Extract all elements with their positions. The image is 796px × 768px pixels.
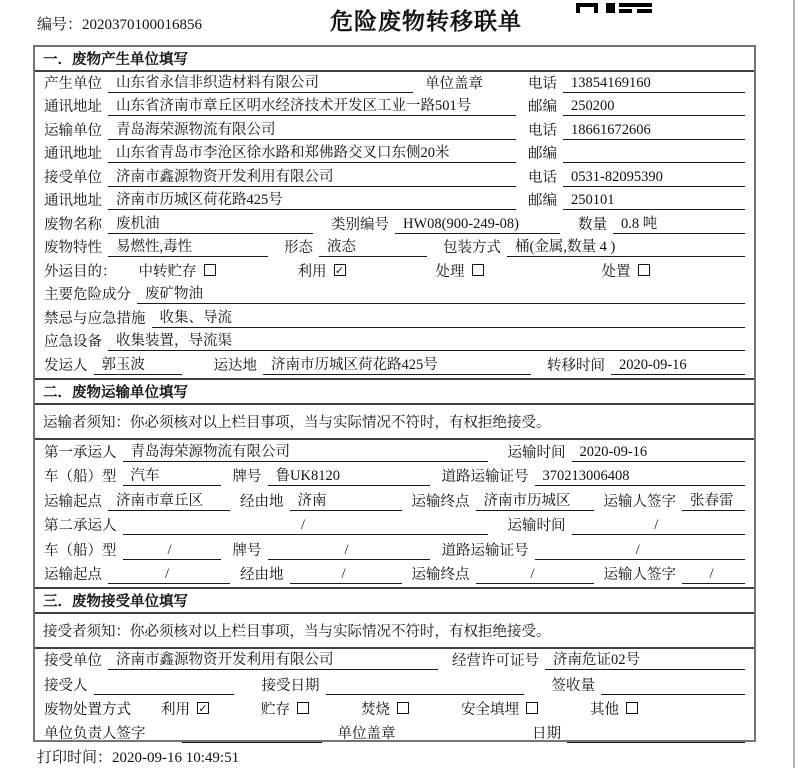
packing-label: 包装方式 [443, 240, 501, 257]
transporter-unit-value: 青岛海荣源物流有限公司 [108, 118, 516, 140]
emergency-measures-value: 收集、导流 [152, 306, 746, 328]
producer-address-label: 通讯地址 [44, 99, 102, 116]
disposal-option [261, 698, 309, 719]
vehicle-type-value: / [123, 542, 221, 560]
section2-heading: 二．废物运输单位填写 [35, 378, 754, 405]
emergency-equipment-label: 应急设备 [44, 334, 102, 351]
origin-value: / [108, 566, 230, 584]
section1-heading: 一．废物产生单位填写 [35, 47, 754, 72]
zip-label: 邮编 [528, 146, 557, 163]
carrier-signature-label: 运输人签字 [603, 493, 676, 510]
accept-date-value [326, 694, 524, 695]
purpose-option [436, 260, 484, 281]
checkmark: ✓ [198, 701, 208, 715]
option-label: 安全填埋 [461, 701, 519, 718]
form-row [44, 213, 745, 237]
vehicle-type-label: 车（船）型 [44, 542, 117, 559]
disposal-method-label: 废物处置方式 [44, 701, 131, 718]
plate-number-label: 牌号 [232, 469, 262, 485]
date-value [567, 742, 745, 743]
destination-label: 运达地 [213, 357, 257, 374]
quantity-value: 0.8 吨 [613, 212, 745, 234]
producer-zip-value: 250200 [563, 98, 745, 116]
form-row [44, 440, 745, 465]
license-number-value: 济南危证02号 [545, 648, 745, 670]
transfer-time-value: 2020-09-16 [611, 357, 745, 375]
checkbox-icon [472, 264, 484, 276]
receiver-phone-value: 0531-82095390 [563, 169, 745, 187]
road-permit-label: 道路运输证号 [441, 469, 529, 485]
quantity-label: 数量 [578, 216, 607, 233]
receiver-unit-value: 济南市鑫源物资开发利用有限公司 [108, 165, 516, 187]
serial-number [37, 13, 202, 34]
acceptor-value [94, 694, 234, 695]
checkbox-icon [204, 264, 216, 276]
receiver-unit-label: 接受单位 [44, 169, 102, 186]
form-row [44, 514, 745, 539]
purpose-option [602, 260, 650, 281]
checkbox-icon [297, 702, 309, 714]
checkbox-icon [626, 702, 638, 714]
form-row [44, 96, 745, 120]
endpoint-value: 济南市历城区 [476, 489, 594, 511]
first-carrier-value: 青岛海荣源物流有限公司 [123, 440, 488, 462]
acceptor-label: 接受人 [44, 677, 88, 694]
form-row [44, 143, 745, 167]
endpoint-label: 运输终点 [411, 493, 470, 510]
disposal-option [461, 698, 538, 719]
form-row [44, 722, 745, 746]
zip-label: 邮编 [528, 99, 557, 116]
transport-time-label: 运输时间 [507, 444, 566, 461]
accept-date-label: 接受日期 [261, 677, 320, 694]
form-row [44, 166, 745, 190]
date-label: 日期 [532, 726, 561, 742]
option-label: 处置 [601, 263, 631, 280]
carrier-signature-value: / [682, 566, 745, 584]
category-code-value: HW08(900-249-08) [395, 216, 560, 234]
section3-heading: 三．废物接受单位填写 [35, 587, 754, 614]
disposal-row [44, 698, 745, 722]
road-permit-value: / [535, 542, 746, 560]
form-row [44, 489, 745, 514]
form-state-label: 形态 [284, 240, 313, 257]
print-time-value: 2020-09-16 10:49:51 [112, 750, 240, 766]
zip-label: 邮编 [528, 193, 557, 210]
carrier-signature-value: 张春雷 [682, 489, 745, 511]
plate-number-label: 牌号 [232, 542, 262, 559]
transport-time-label: 运输时间 [507, 518, 566, 534]
checkmark: ✓ [334, 263, 345, 277]
page-title: 危险废物转移联单 [330, 9, 522, 34]
form-row [44, 563, 745, 588]
page-edge-divider [793, 0, 795, 768]
disposal-option [590, 698, 638, 719]
serial-label: 编号： [37, 17, 83, 33]
purpose-row [44, 260, 745, 284]
option-label: 处理 [435, 263, 465, 280]
option-label: 其他 [590, 701, 619, 718]
plate-number-value: 鲁UK8120 [268, 464, 430, 486]
accepting-unit-label: 接受单位 [44, 653, 102, 670]
producer-address-value: 山东省济南市章丘区明水经济技术开发区工业一路501号 [108, 94, 516, 116]
via-value: 济南 [290, 489, 402, 511]
print-time [37, 746, 239, 767]
origin-value: 济南市章丘区 [108, 489, 230, 511]
endpoint-value: / [476, 566, 594, 584]
form-row [44, 331, 745, 355]
emergency-equipment-value: 收集装置，导流渠 [108, 329, 745, 351]
shipper-value: 郭玉波 [94, 353, 182, 375]
checkbox-checked-icon [197, 702, 209, 714]
receiver-address-value: 济南市历城区荷花路425号 [108, 188, 516, 210]
form-row [44, 307, 745, 331]
disposal-option [161, 698, 209, 719]
waste-character-value: 易燃性,毒性 [108, 235, 268, 257]
checkbox-icon [526, 702, 538, 714]
purpose-option [298, 260, 346, 281]
transfer-time-label: 转移时间 [547, 357, 605, 374]
endpoint-label: 运输终点 [411, 567, 470, 583]
via-label: 经由地 [240, 567, 284, 583]
first-carrier-label: 第一承运人 [44, 444, 117, 461]
option-label: 中转贮存 [138, 263, 197, 280]
vehicle-type-value: 汽车 [123, 464, 221, 486]
shipper-label: 发运人 [44, 357, 88, 374]
waste-name-label: 废物名称 [44, 216, 102, 233]
section2-fields [35, 440, 754, 587]
transport-time-value: / [572, 517, 746, 535]
form-row [44, 538, 745, 563]
road-permit-value: 370213006408 [535, 468, 746, 486]
section3-fields [35, 649, 754, 746]
checkbox-icon [397, 702, 409, 714]
form-row [44, 284, 745, 308]
category-code-label: 类别编号 [331, 216, 389, 233]
via-value: / [290, 566, 402, 584]
section3-notice: 接受者须知：你必须核对以上栏目事项，当与实际情况不符时，有权拒绝接受。 [35, 614, 754, 649]
manifest-table [33, 45, 756, 742]
producer-unit-value: 山东省永信非织造材料有限公司 [108, 71, 413, 93]
form-row [44, 190, 745, 214]
option-label: 焚烧 [361, 701, 390, 718]
purpose-label: 外运目的： [44, 263, 117, 280]
unit-seal-label: 单位盖章 [337, 726, 396, 742]
form-row [44, 673, 745, 697]
section2-notice: 运输者须知：你必须核对以上栏目事项，当与实际情况不符时，有权拒绝接受。 [35, 405, 754, 440]
producer-phone-value: 13854169160 [563, 75, 745, 93]
responsible-signature-value [182, 742, 322, 743]
unit-seal-label: 单位盖章 [425, 75, 483, 92]
phone-label: 电话 [528, 169, 557, 186]
receiver-zip-value: 250101 [563, 192, 745, 210]
option-label: 贮存 [261, 701, 290, 718]
print-time-label: 打印时间： [37, 750, 113, 766]
transporter-phone-value: 18661672606 [563, 122, 745, 140]
option-label: 利用 [161, 701, 190, 718]
option-label: 利用 [297, 263, 327, 280]
hazard-component-value: 废矿物油 [137, 282, 745, 304]
vehicle-type-label: 车（船）型 [44, 469, 117, 485]
second-carrier-value: / [123, 517, 488, 535]
phone-label: 电话 [528, 75, 557, 92]
transporter-address-value: 山东省青岛市李沧区徐水路和郑佛路交叉口东侧20米 [108, 141, 516, 163]
destination-value: 济南市历城区荷花路425号 [263, 353, 531, 375]
packing-value: 桶(金属,数量 4 ) [507, 235, 745, 257]
road-permit-label: 道路运输证号 [441, 542, 529, 559]
carrier-signature-label: 运输人签字 [603, 567, 676, 583]
hazard-component-label: 主要危险成分 [44, 287, 131, 304]
purpose-option [139, 260, 216, 281]
waste-name-value: 废机油 [108, 212, 313, 234]
form-row [44, 354, 745, 378]
qr-code-fragment-icon [576, 0, 652, 18]
form-row [44, 72, 745, 96]
transporter-unit-label: 运输单位 [44, 122, 102, 139]
receiver-address-label: 通讯地址 [44, 193, 102, 210]
license-number-label: 经营许可证号 [452, 653, 539, 670]
form-row [44, 119, 745, 143]
transport-time-value: 2020-09-16 [572, 444, 746, 462]
producer-unit-label: 产生单位 [44, 75, 102, 92]
transporter-zip-value [563, 162, 745, 163]
form-row [44, 237, 745, 261]
serial-value: 2020370100016856 [82, 17, 203, 33]
section1-fields [35, 72, 754, 378]
form-row [44, 649, 745, 673]
responsible-signature-label: 单位负责人签字 [44, 726, 146, 742]
form-row [44, 465, 745, 490]
transporter-address-label: 通讯地址 [44, 146, 102, 163]
received-quantity-value [601, 694, 745, 695]
checkbox-icon [638, 264, 650, 276]
checkbox-checked-icon [334, 264, 346, 276]
phone-label: 电话 [528, 122, 557, 139]
origin-label: 运输起点 [44, 493, 102, 510]
waste-character-label: 废物特性 [44, 240, 102, 257]
plate-number-value: / [268, 542, 430, 560]
origin-label: 运输起点 [44, 567, 102, 583]
disposal-option [361, 698, 409, 719]
accepting-unit-value: 济南市鑫源物资开发利用有限公司 [108, 648, 438, 670]
emergency-measures-label: 禁忌与应急措施 [44, 310, 146, 327]
form-state-value: 液态 [319, 235, 427, 257]
second-carrier-label: 第二承运人 [44, 518, 117, 534]
via-label: 经由地 [240, 493, 284, 510]
received-quantity-label: 签收量 [551, 677, 595, 694]
